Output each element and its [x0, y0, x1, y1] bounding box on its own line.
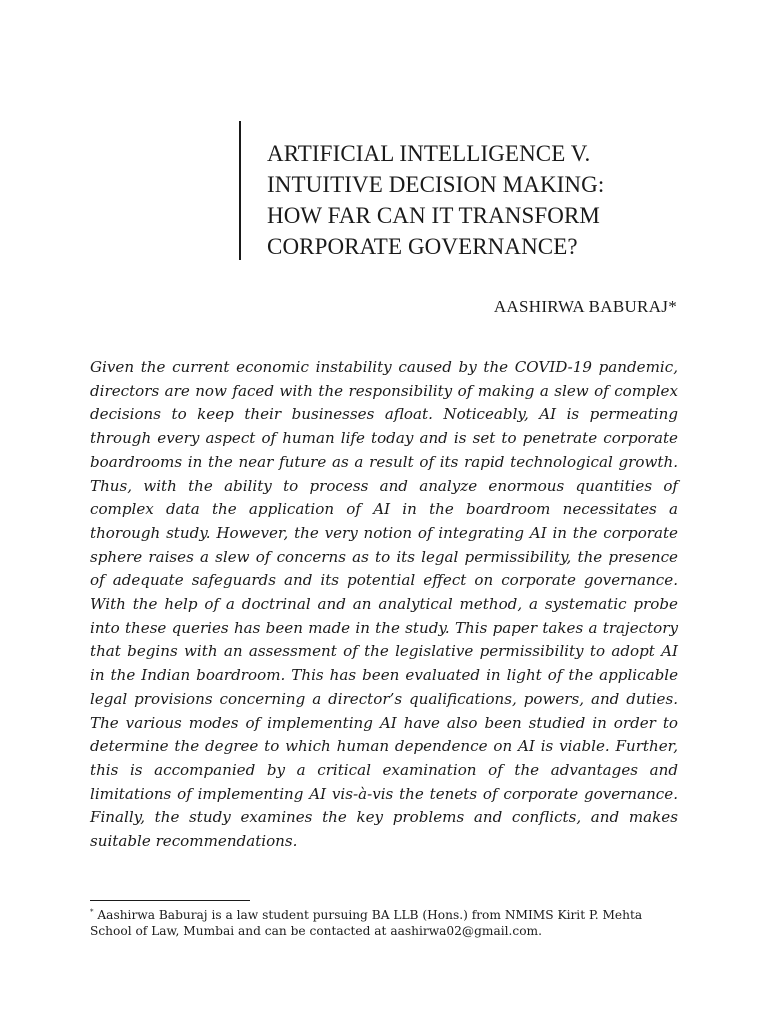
paper-title — [267, 138, 727, 262]
footnote-text: Aashirwa Baburaj is a law student pursuing BA LLB (Hons.) from NMIMS Kirit P. Mehta School of Law, Mumbai and can be contacted at aashirwa02@gmail.com. — [90, 908, 643, 938]
author-name: AASHIRWA BABURAJ* — [493, 297, 677, 316]
footnote-divider — [90, 900, 250, 901]
title-line: INTUITIVE DECISION MAKING: — [267, 172, 605, 197]
footnote-marker: * — [90, 908, 94, 916]
footnote — [90, 904, 680, 939]
abstract-paragraph: Given the current economic instability caused by the COVID-19 pandemic, directors are now faced with the responsibility of making a slew of complex decisions to keep their businesses afloat. Noticeably, AI is permeating through every aspect of human life today and is set to penetrate corporate boardrooms in the near future as a result of its rapid technological growth. Thus, with the ability to process and analyze enormous quantities of complex data the application of AI in the boardroom necessitates a thorough study. However, the very notion of integrating AI in the corporate sphere raises a slew of concerns as to its legal permissibility, the presence of adequate safeguards and its potential effect on corporate governance. With the help of a doctrinal and an analytical method, a systematic probe into these queries has been made in the study. This paper takes a trajectory that begins with an assessment of the legislative permissibility to adopt AI in the Indian boardroom. This has been evaluated in light of the applicable legal provisions concerning a director’s qualifications, powers, and duties. The various modes of implementing AI have also been studied in order to determine the degree to which human dependence on AI is viable. Further, this is accompanied by a critical examination of the advantages and limitations of implementing AI vis-à-vis the tenets of corporate governance. Finally, the study examines the key problems and conflicts, and makes suitable recommendations. — [90, 358, 678, 851]
title-line: ARTIFICIAL INTELLIGENCE V. — [267, 141, 591, 166]
title-line: HOW FAR CAN IT TRANSFORM — [267, 203, 600, 228]
title-line: CORPORATE GOVERNANCE? — [267, 234, 578, 259]
title-rule — [239, 121, 241, 260]
